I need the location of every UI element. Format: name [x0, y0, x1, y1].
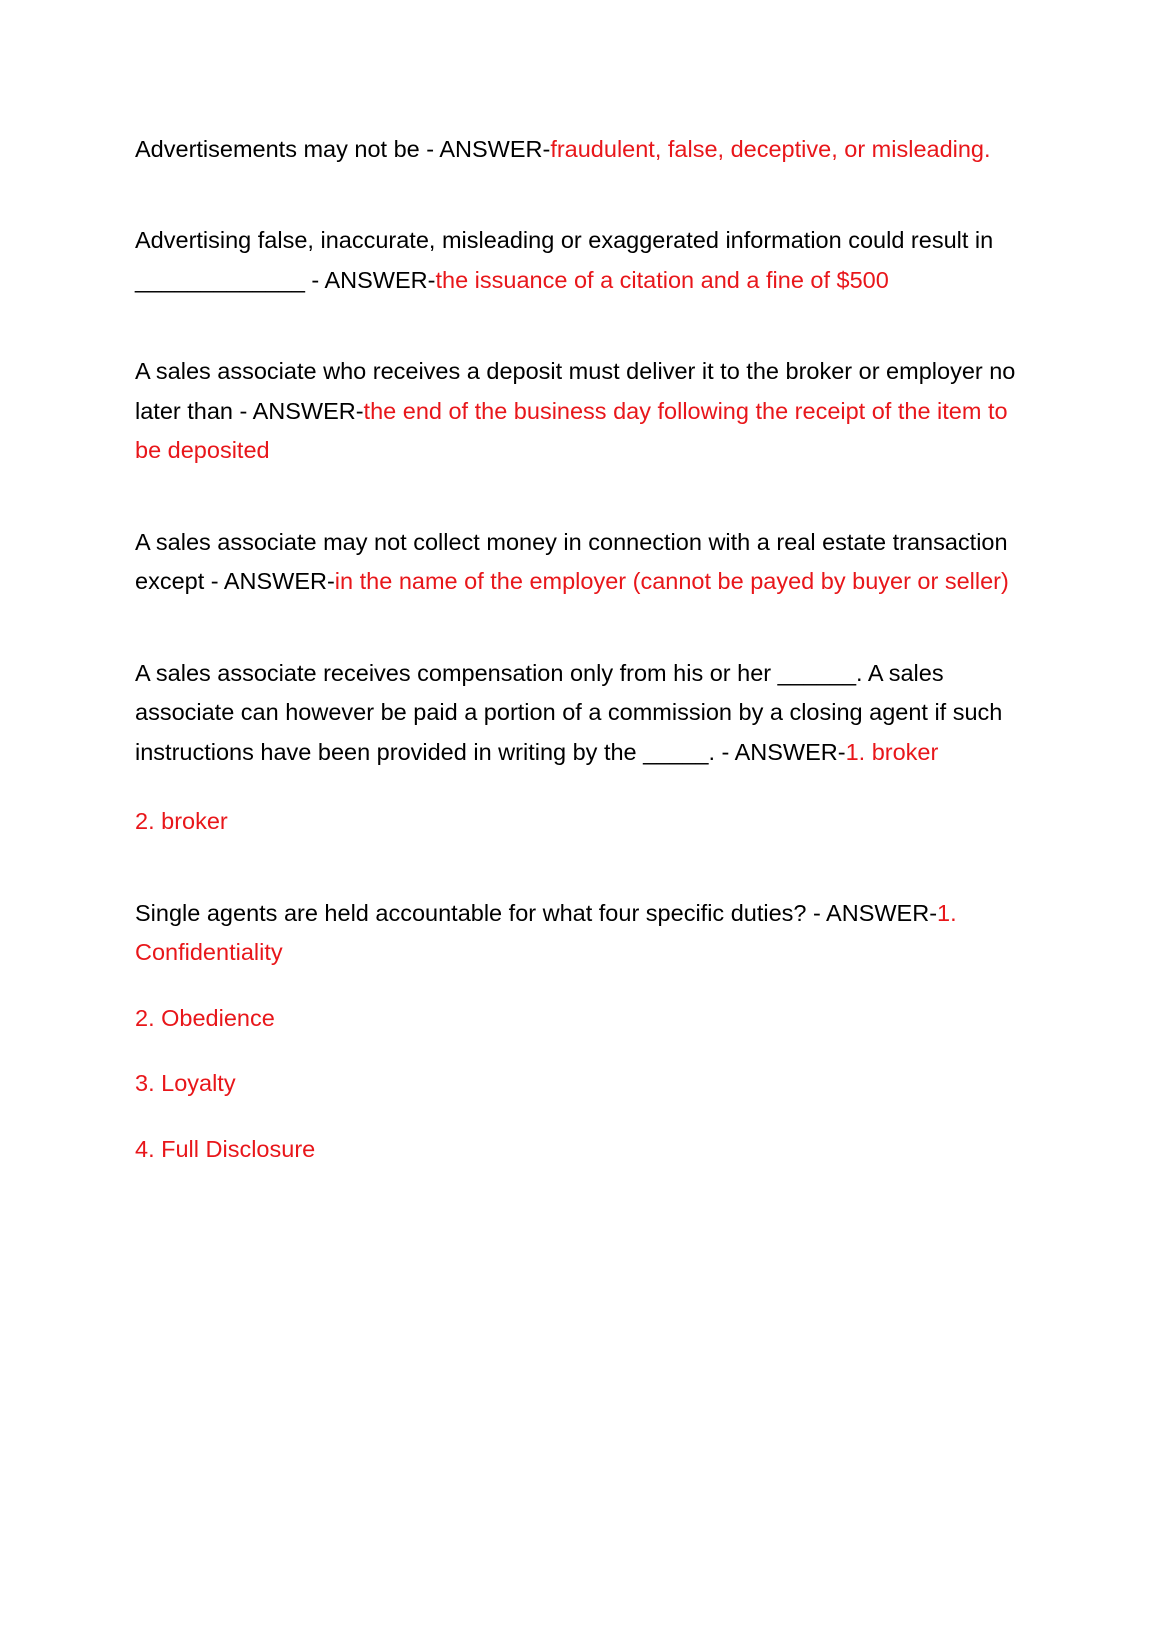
answer-extra-line: 3. Loyalty	[135, 1070, 236, 1097]
qa-paragraph	[135, 894, 1023, 973]
qa-paragraph	[135, 523, 1023, 602]
qa-paragraph	[135, 221, 1023, 300]
answer-text: the end of the business day following the receipt of the item to be deposited	[135, 397, 1008, 464]
question-text: Advertisements may not be - ANSWER-	[135, 136, 551, 162]
answer-text: 1. Confidentiality	[135, 899, 957, 966]
qa-item	[135, 654, 1023, 842]
question-text: Single agents are held accountable for what four specific duties? - ANSWER-	[135, 899, 938, 926]
qa-item	[135, 221, 1023, 300]
question-text: A sales associate who receives a deposit must deliver it to the broker or employer no later than - ANSWER-	[135, 358, 1016, 424]
qa-item	[135, 352, 1023, 470]
answer-extra-line: 4. Full Disclosure	[135, 1135, 316, 1162]
qa-paragraph	[135, 352, 1023, 470]
answer-text: 1. broker	[845, 738, 939, 765]
qa-paragraph	[135, 130, 1023, 169]
question-text: A sales associate may not collect money in connection with a real estate transaction except - ANSWER-	[135, 528, 1008, 595]
qa-paragraph	[135, 654, 1023, 772]
answer-extra-line: 2. broker	[135, 808, 228, 835]
answer-extra-line: 2. Obedience	[135, 1004, 275, 1031]
qa-item	[135, 894, 1023, 1169]
document-body	[135, 130, 1023, 1169]
qa-item	[135, 523, 1023, 602]
answer-text: in the name of the employer (cannot be payed by buyer or seller)	[334, 568, 1009, 595]
question-text: A sales associate receives compensation only from his or her ______. A sales associate can however be paid a portion of a commission by a closing agent if such instructions have been provided in writing by the _____. - ANSWER-	[135, 659, 1003, 765]
question-text: Advertising false, inaccurate, misleading or exaggerated information could result in _____________ - ANSWER-	[135, 227, 994, 293]
qa-item	[135, 130, 1023, 169]
answer-text: the issuance of a citation and a fine of $500	[435, 266, 889, 293]
answer-text: fraudulent, false, deceptive, or misleading.	[550, 136, 991, 162]
